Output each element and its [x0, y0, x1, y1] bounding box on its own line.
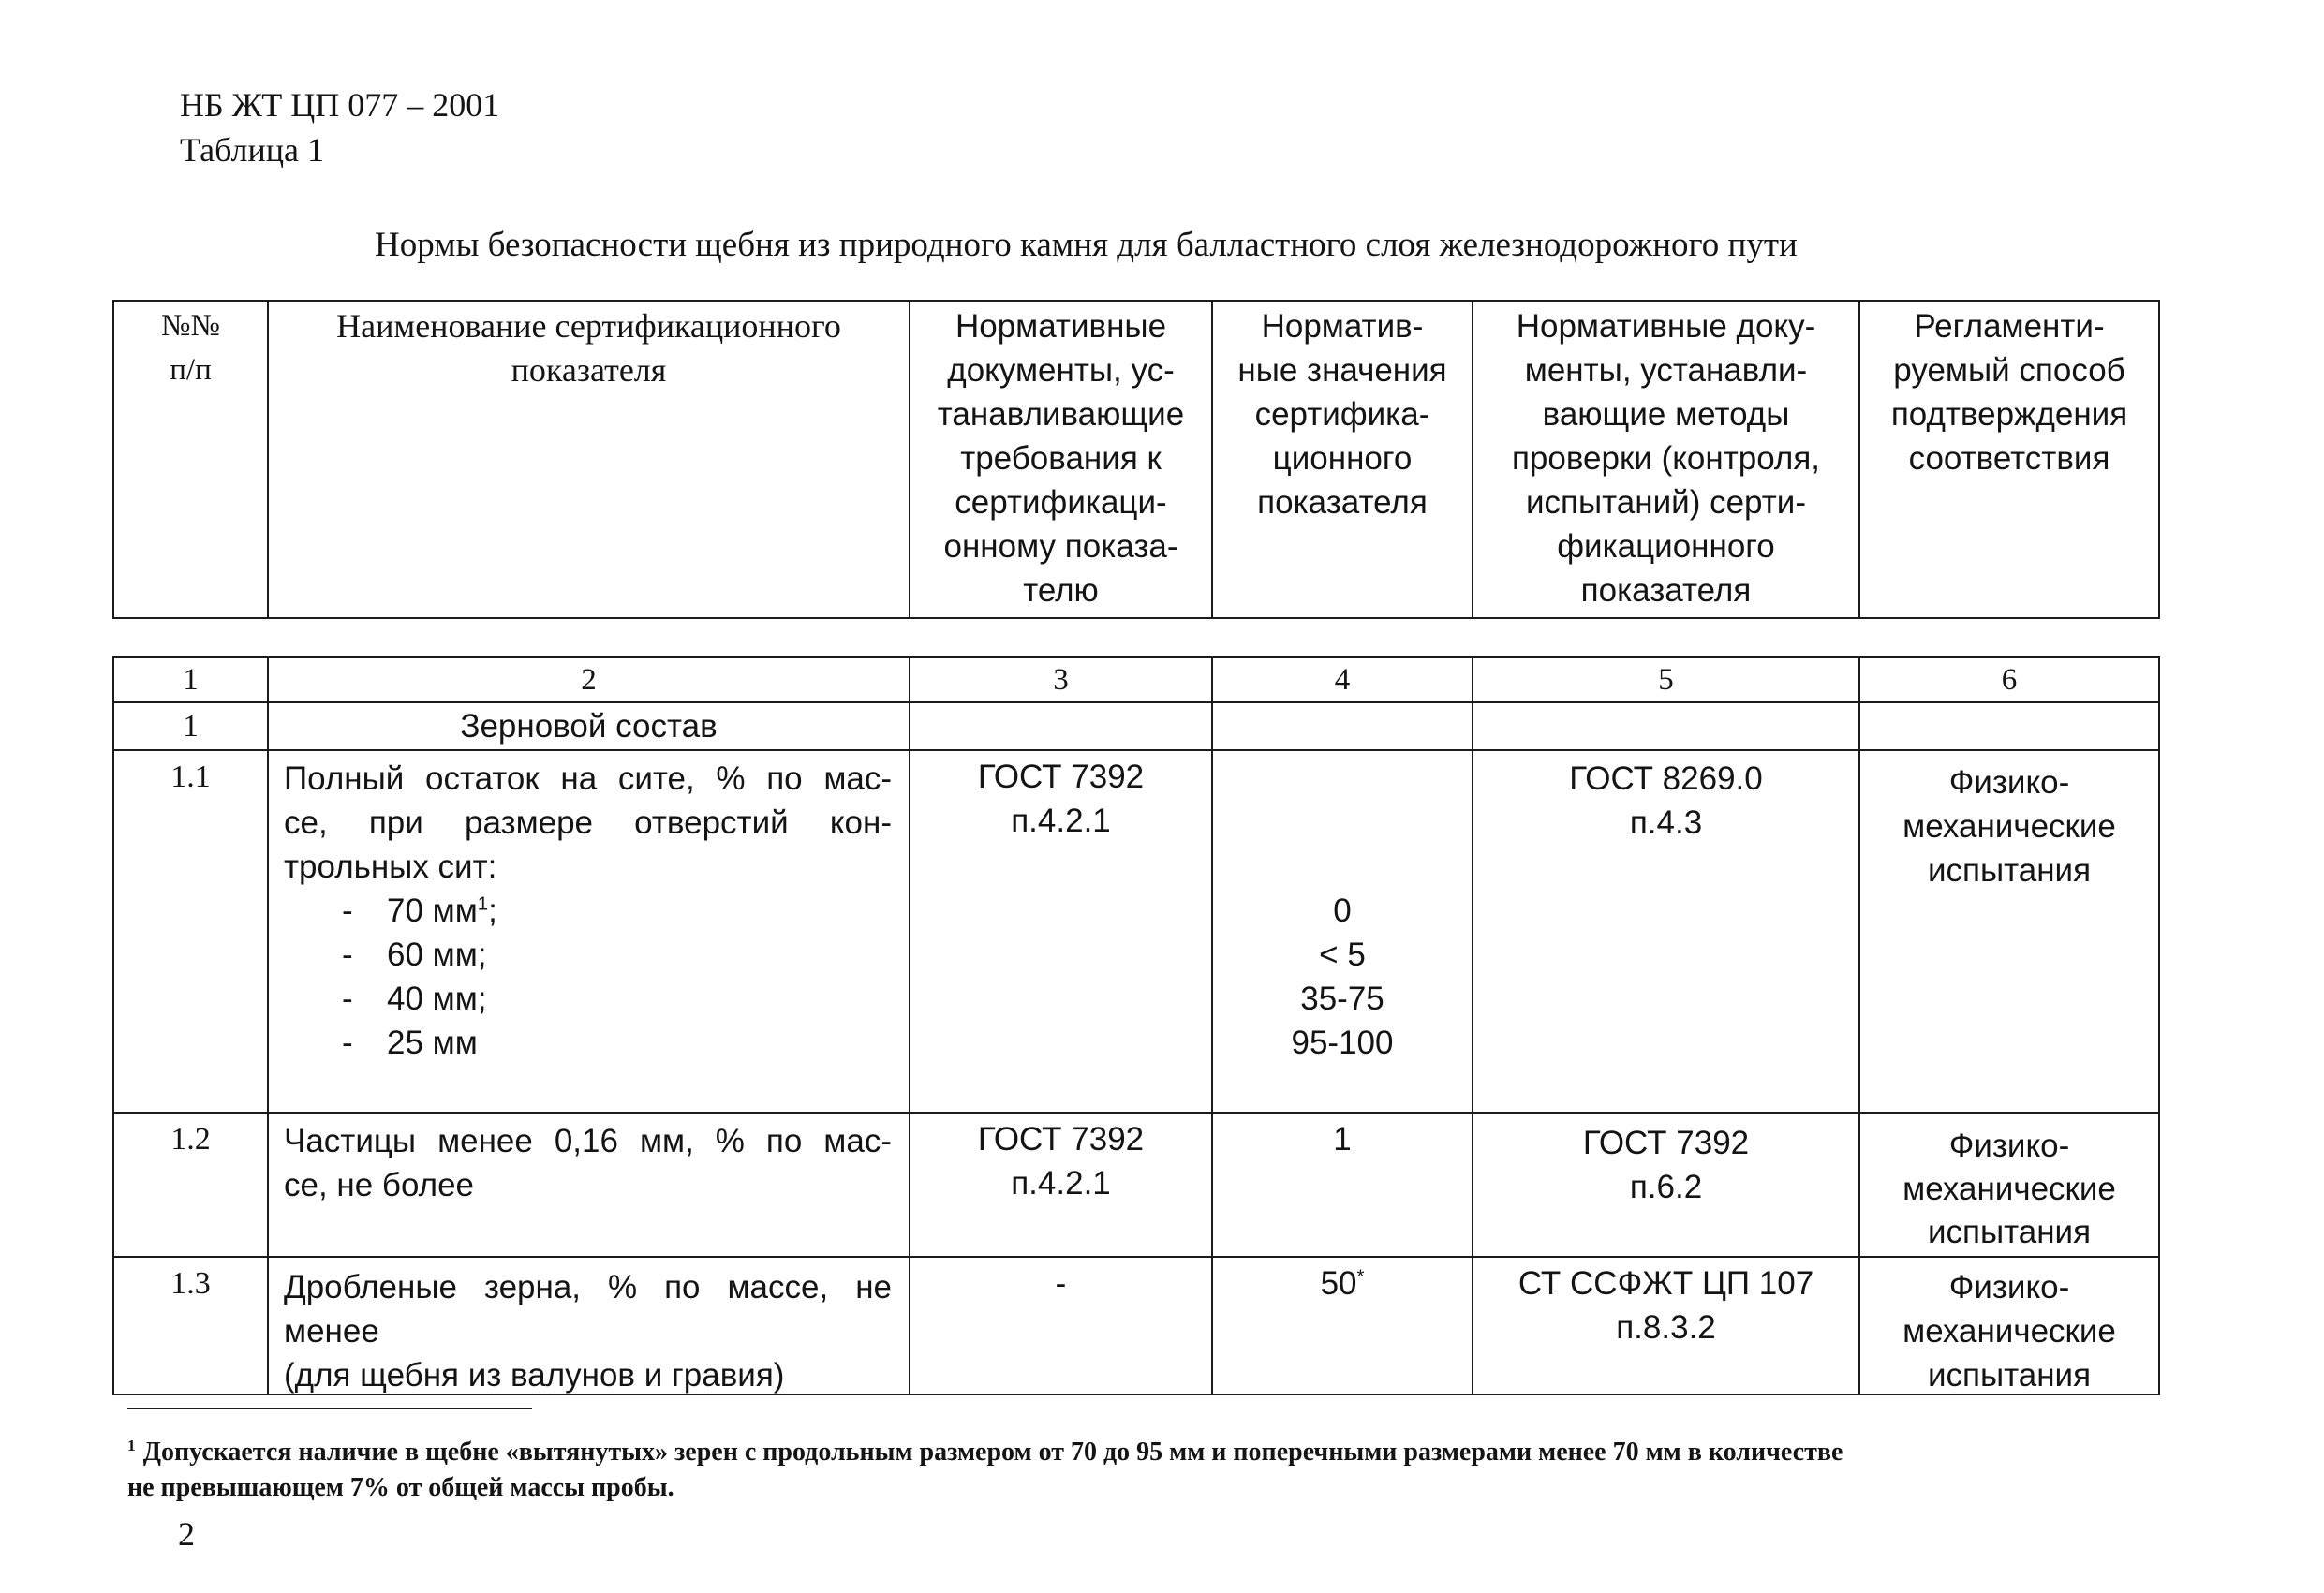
requirement-doc-cell [910, 1113, 1212, 1257]
header-requirement-docs-text: Нормативные документы, ус- танавливающие требования к сертификаци- онному показа- телю [937, 308, 1185, 609]
normative-value-cell [1212, 1257, 1473, 1394]
requirement-doc: ГОСТ 7392 п.4.2.1 [977, 759, 1145, 839]
column-number: 6 [2001, 663, 2018, 697]
empty-cell-content [1860, 703, 2158, 749]
sieve-size: 25 мм [387, 1025, 478, 1061]
sieve-item [284, 977, 892, 1021]
confirmation-method: Физико- механические испытания [1902, 1269, 2116, 1394]
requirement-doc: - [1055, 1265, 1067, 1302]
column-number: 5 [1658, 663, 1674, 697]
indicator-line: се, при размере отверстий кон- [284, 804, 892, 841]
normative-value: 35-75 [1300, 981, 1384, 1017]
section-title-cell [268, 702, 910, 750]
column-number: 2 [581, 663, 597, 697]
test-method-doc: ГОСТ 8269.0 п.4.3 [1569, 760, 1763, 841]
page-number: 2 [178, 1515, 195, 1553]
sieve-suffix: ; [488, 892, 497, 929]
row-number-cell [113, 1257, 268, 1394]
sieve-item [284, 933, 892, 977]
empty-cell [1859, 702, 2159, 750]
sieve-size: 60 мм; [387, 937, 487, 973]
normative-value: < 5 [1319, 937, 1366, 973]
sieve-size: 40 мм; [387, 981, 487, 1017]
test-method-doc-cell [1473, 1113, 1859, 1257]
row-number: 1.3 [170, 1266, 211, 1301]
indicator-name [269, 1258, 909, 1394]
header-cell-indicator [268, 301, 910, 618]
column-number-cell [1473, 657, 1859, 702]
normative-value: 0 [1333, 892, 1352, 929]
indicator-name [269, 1114, 909, 1256]
data-table [112, 656, 2160, 1395]
column-number-cell [1859, 657, 2159, 702]
indicator-cell [268, 1113, 910, 1257]
empty-cell-content [1213, 703, 1472, 749]
column-number-row [113, 657, 2159, 702]
section-title: Зерновой состав [460, 708, 718, 745]
header-table [112, 300, 2160, 619]
empty-cell [1473, 702, 1859, 750]
column-number-cell [910, 657, 1212, 702]
document-code: НБ ЖТ ЦП 077 – 2001 [180, 86, 500, 124]
footnote-text: не превышающем 7% от общей массы пробы. [127, 1473, 674, 1502]
footnote-ref: 1 [477, 893, 489, 915]
confirmation-method-cell [1859, 750, 2159, 1113]
normative-value: 1 [1333, 1121, 1352, 1158]
confirmation-method-cell [1859, 1113, 2159, 1257]
test-method-doc-cell [1473, 1257, 1859, 1394]
header-cell-test-method-docs [1473, 301, 1859, 618]
indicator-line: се, не более [284, 1167, 475, 1203]
normative-value [1213, 1258, 1472, 1394]
confirmation-method-cell [1859, 1257, 2159, 1394]
requirement-doc-cell [910, 1257, 1212, 1394]
column-number-cell [113, 657, 268, 702]
footnote-text: Допускается наличие в щебне «вытянутых» зерен с продольным размером от 70 до 95 мм и поперечными размерами менее 70 мм в количестве [142, 1438, 1843, 1467]
requirement-doc: ГОСТ 7392 п.4.2.1 [977, 1121, 1145, 1202]
requirement-doc-cell [910, 750, 1212, 1113]
indicator-line: Полный остаток на сите, % по мас- [284, 760, 892, 797]
list-marker: - [342, 1025, 353, 1061]
header-test-method-docs-text: Нормативные доку- менты, устанавли- вающие методы проверки (контроля, испытаний) серти- фикационного показателя [1511, 308, 1821, 609]
header-confirmation-method-text: Регламенти- руемый способ подтверждения соответствия [1890, 308, 2128, 477]
list-marker: - [342, 981, 353, 1017]
value-note-marker: * [1356, 1266, 1365, 1288]
column-number: 3 [1053, 663, 1069, 697]
table-row [113, 1257, 2159, 1394]
normative-value-cell [1212, 750, 1473, 1113]
normative-value-cell [1212, 1113, 1473, 1257]
test-method-doc-cell [1473, 750, 1859, 1113]
indicator-cell [268, 1257, 910, 1394]
row-number: 1.2 [170, 1122, 211, 1157]
row-number-cell [113, 1113, 268, 1257]
row-number: 1.1 [170, 760, 211, 794]
header-row [113, 301, 2159, 618]
indicator-line: (для щебня из валунов и гравия) [284, 1357, 785, 1394]
test-method-doc: ГОСТ 7392 п.6.2 [1582, 1125, 1750, 1205]
sieve-item [284, 889, 892, 933]
column-number: 4 [1334, 663, 1351, 697]
sieve-item [284, 1021, 892, 1065]
confirmation-method: Физико- механические испытания [1902, 764, 2116, 889]
column-number: 1 [183, 663, 199, 697]
column-number-cell [1212, 657, 1473, 702]
header-cell-normative-values [1212, 301, 1473, 618]
footnote-line [127, 1435, 1843, 1470]
header-normative-values-text: Норматив- ные значения сертифика- ционного показателя [1237, 308, 1447, 521]
footnote-marker: 1 [127, 1436, 136, 1454]
indicator-line: менее [284, 1313, 379, 1350]
table-label: Таблица 1 [180, 131, 324, 169]
row-number: 1 [183, 709, 199, 744]
empty-cell [1212, 702, 1473, 750]
normative-value-number: 50 [1320, 1265, 1357, 1302]
table-title: Нормы безопасности щебня из природного камня для балластного слоя железнодорожного пути [375, 226, 1798, 264]
column-number-cell [268, 657, 910, 702]
header-cell-number [113, 301, 268, 618]
table-row [113, 750, 2159, 1113]
normative-value: 95-100 [1291, 1025, 1394, 1061]
normative-values [1213, 751, 1472, 1112]
row-number-cell [113, 750, 268, 1113]
header-number-text: №№ п/п [161, 309, 220, 387]
indicator-line: трольных сит: [284, 848, 497, 885]
indicator-cell [268, 750, 910, 1113]
indicator-line: Дробленые зерна, % по массе, не [284, 1269, 892, 1305]
sieve-size: 70 мм [387, 892, 478, 929]
footnote-separator [127, 1408, 532, 1409]
test-method-doc: СТ ССФЖТ ЦП 107 п.8.3.2 [1517, 1265, 1814, 1346]
header-cell-requirement-docs [910, 301, 1212, 618]
footnote [127, 1435, 1843, 1506]
empty-cell-content [1473, 703, 1858, 749]
header-indicator-text: Наименование сертификационного показателя [336, 307, 841, 389]
confirmation-method: Физико- механические испытания [1902, 1128, 2116, 1250]
empty-cell-content [910, 703, 1211, 749]
indicator-line: Частицы менее 0,16 мм, % по мас- [284, 1123, 892, 1159]
list-marker: - [342, 937, 353, 973]
list-marker: - [342, 892, 353, 929]
table-row-section [113, 702, 2159, 750]
indicator-name [269, 751, 909, 1112]
empty-cell [910, 702, 1212, 750]
table-row [113, 1113, 2159, 1257]
header-cell-confirmation-method [1859, 301, 2159, 618]
row-number-cell [113, 702, 268, 750]
